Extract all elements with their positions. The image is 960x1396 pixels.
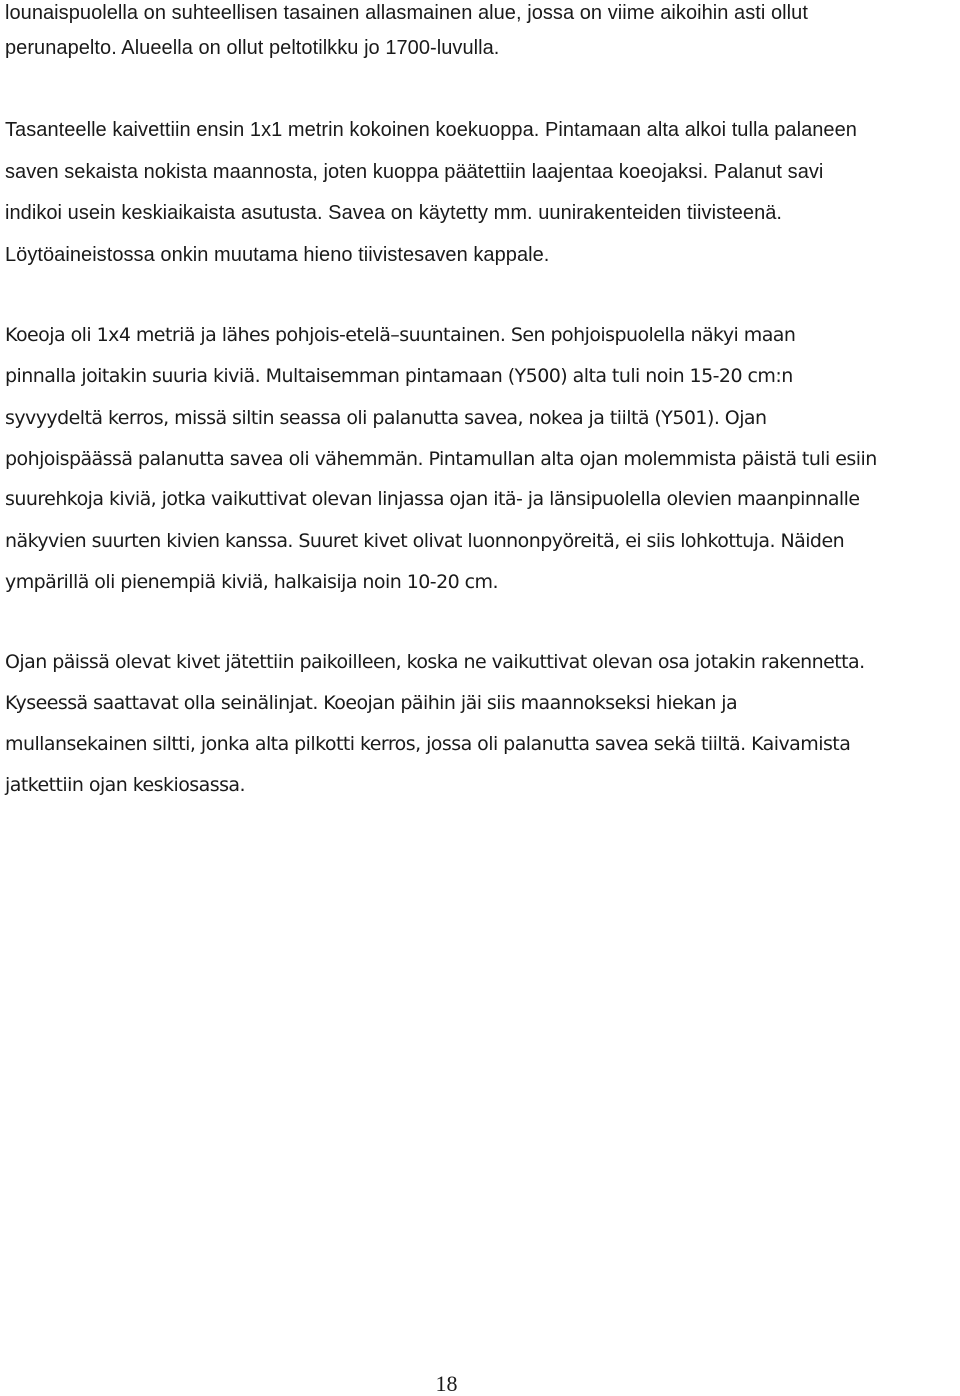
paragraph-3-line-2: pinnalla joitakin suuria kiviä. Multaisemman pintamaan (Y500) alta tuli noin 15-20 cm:n	[5, 365, 793, 387]
paragraph-4-line-4: jatkettiin ojan keskiosassa.	[5, 774, 245, 796]
paragraph-3-line-6: näkyvien suurten kivien kanssa. Suuret kivet olivat luonnonpyöreitä, ei siis lohkottuja. Näiden	[5, 530, 845, 552]
page-number: 18	[435, 1371, 458, 1396]
paragraph-3-line-4: pohjoispäässä palanutta savea oli vähemmän. Pintamullan alta ojan molemmista päistä tuli esiin	[5, 448, 877, 470]
paragraph-1-line-1: lounaispuolella on suhteellisen tasainen allasmainen alue, jossa on viime aikoihin asti ollut	[5, 2, 808, 24]
paragraph-2-line-3: indikoi usein keskiaikaista asutusta. Savea on käytetty mm. uunirakenteiden tiivisteenä.	[5, 202, 783, 224]
paragraph-3-line-1: Koeoja oli 1x4 metriä ja lähes pohjois-etelä–suuntainen. Sen pohjoispuolella näkyi maan	[5, 324, 796, 346]
paragraph-4-line-1: Ojan päissä olevat kivet jätettiin paikoilleen, koska ne vaikuttivat olevan osa jotakin rakennetta.	[5, 651, 865, 673]
paragraph-4-line-3: mullansekainen siltti, jonka alta pilkotti kerros, jossa oli palanutta savea sekä tiiltä. Kaivamista	[5, 733, 851, 755]
paragraph-1-line-2: perunapelto. Alueella on ollut peltotilkku jo 1700-luvulla.	[5, 37, 500, 59]
paragraph-2-line-4: Löytöaineistossa onkin muutama hieno tiivistesaven kappale.	[5, 244, 550, 266]
paragraph-4-line-2: Kyseessä saattavat olla seinälinjat. Koeojan päihin jäi siis maannokseksi hiekan ja	[5, 692, 738, 714]
paragraph-3-line-3: syvyydeltä kerros, missä siltin seassa oli palanutta savea, nokea ja tiiltä (Y501). Ojan	[5, 407, 767, 429]
paragraph-2-line-1: Tasanteelle kaivettiin ensin 1x1 metrin kokoinen koekuoppa. Pintamaan alta alkoi tulla palaneen	[5, 119, 857, 141]
paragraph-3-line-5: suurehkoja kiviä, jotka vaikuttivat olevan linjassa ojan itä- ja länsipuolella olevien maanpinnalle	[5, 488, 860, 510]
paragraph-3-line-7: ympärillä oli pienempiä kiviä, halkaisija noin 10-20 cm.	[5, 571, 498, 593]
paragraph-2-line-2: saven sekaista nokista maannosta, joten kuoppa päätettiin laajentaa koeojaksi. Palanut savi	[5, 161, 824, 183]
